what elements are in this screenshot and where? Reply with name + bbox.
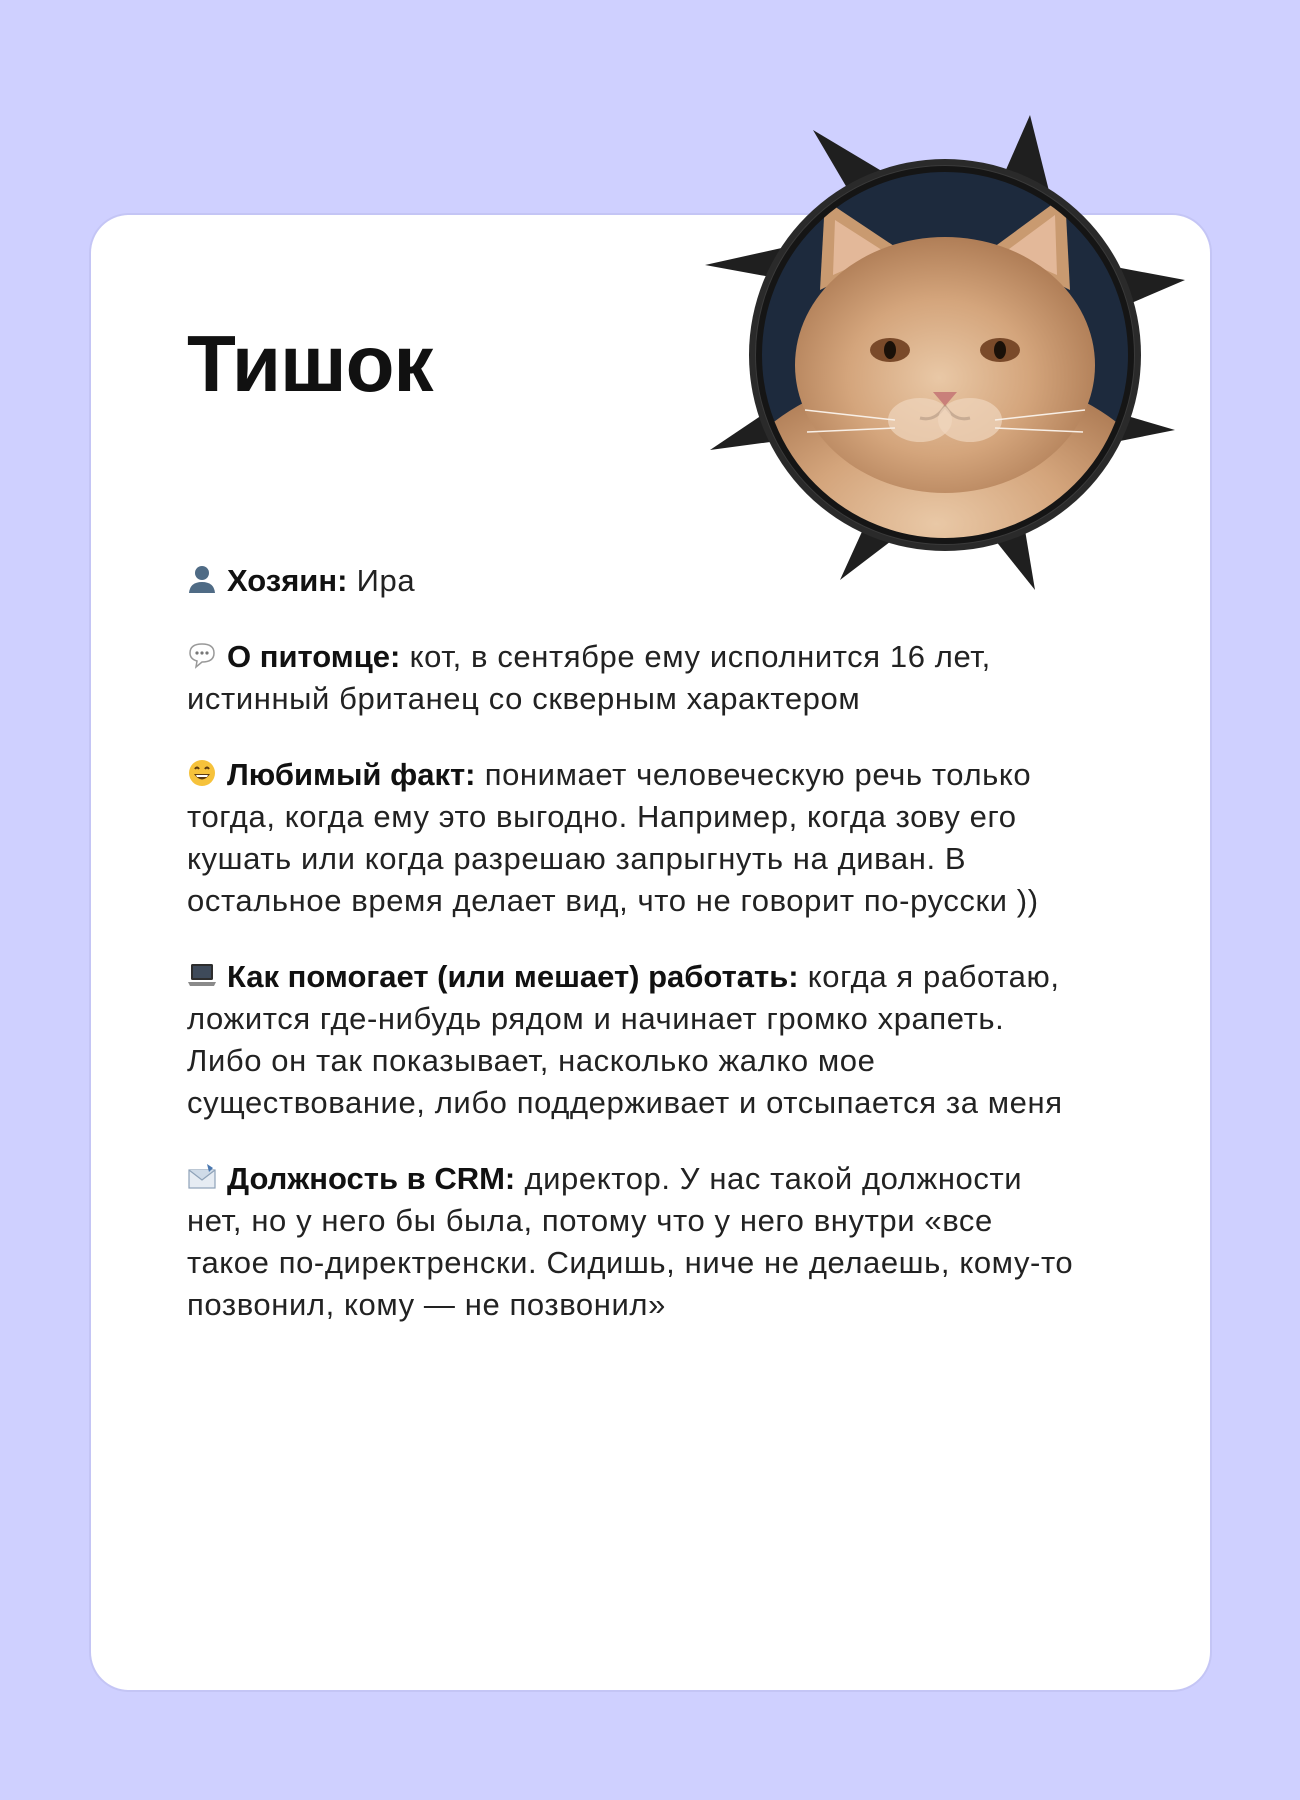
fact-text: Ира <box>356 563 416 598</box>
fact-about-pet <box>187 636 1077 720</box>
pet-name: Тишок <box>187 319 433 408</box>
fact-label: Хозяин: <box>227 563 348 598</box>
fact-favorite <box>187 754 1077 922</box>
envelope-icon <box>187 1162 217 1192</box>
fact-label: Должность в CRM: <box>227 1161 516 1196</box>
grinning-face-icon <box>187 758 217 788</box>
fact-crm-role <box>187 1158 1077 1326</box>
cat-avatar-spiked-collar <box>695 110 1195 600</box>
fact-label: Как помогает (или мешает) работать: <box>227 959 799 994</box>
fact-owner <box>187 560 1077 602</box>
speech-bubble-icon <box>187 640 217 670</box>
fact-text: понимает человеческую речь только тогда, когда ему это выгодно. Например, когда зову его кушать или когда разрешаю запрыгнуть на диван. В остальное время делает вид, что не говорит по-русски )) <box>187 757 1039 918</box>
fact-text: кот, в сентябре ему исполнится 16 лет, истинный британец со скверным характером <box>187 639 991 716</box>
fact-work <box>187 956 1077 1124</box>
person-silhouette-icon <box>187 564 217 594</box>
fact-text: директор. У нас такой должности нет, но у него бы была, потому что у него внутри «все такое по-директренски. Сидишь, ниче не делаешь, кому-то позвонил, кому — не позвонил» <box>187 1161 1074 1322</box>
facts-list <box>187 560 1077 1360</box>
fact-label: О питомце: <box>227 639 401 674</box>
laptop-icon <box>187 960 217 990</box>
fact-text: когда я работаю, ложится где-нибудь рядом и начинает громко храпеть. Либо он так показывает, насколько жалко мое существование, либо поддерживает и отсыпается за меня <box>187 959 1063 1120</box>
fact-label: Любимый факт: <box>227 757 476 792</box>
